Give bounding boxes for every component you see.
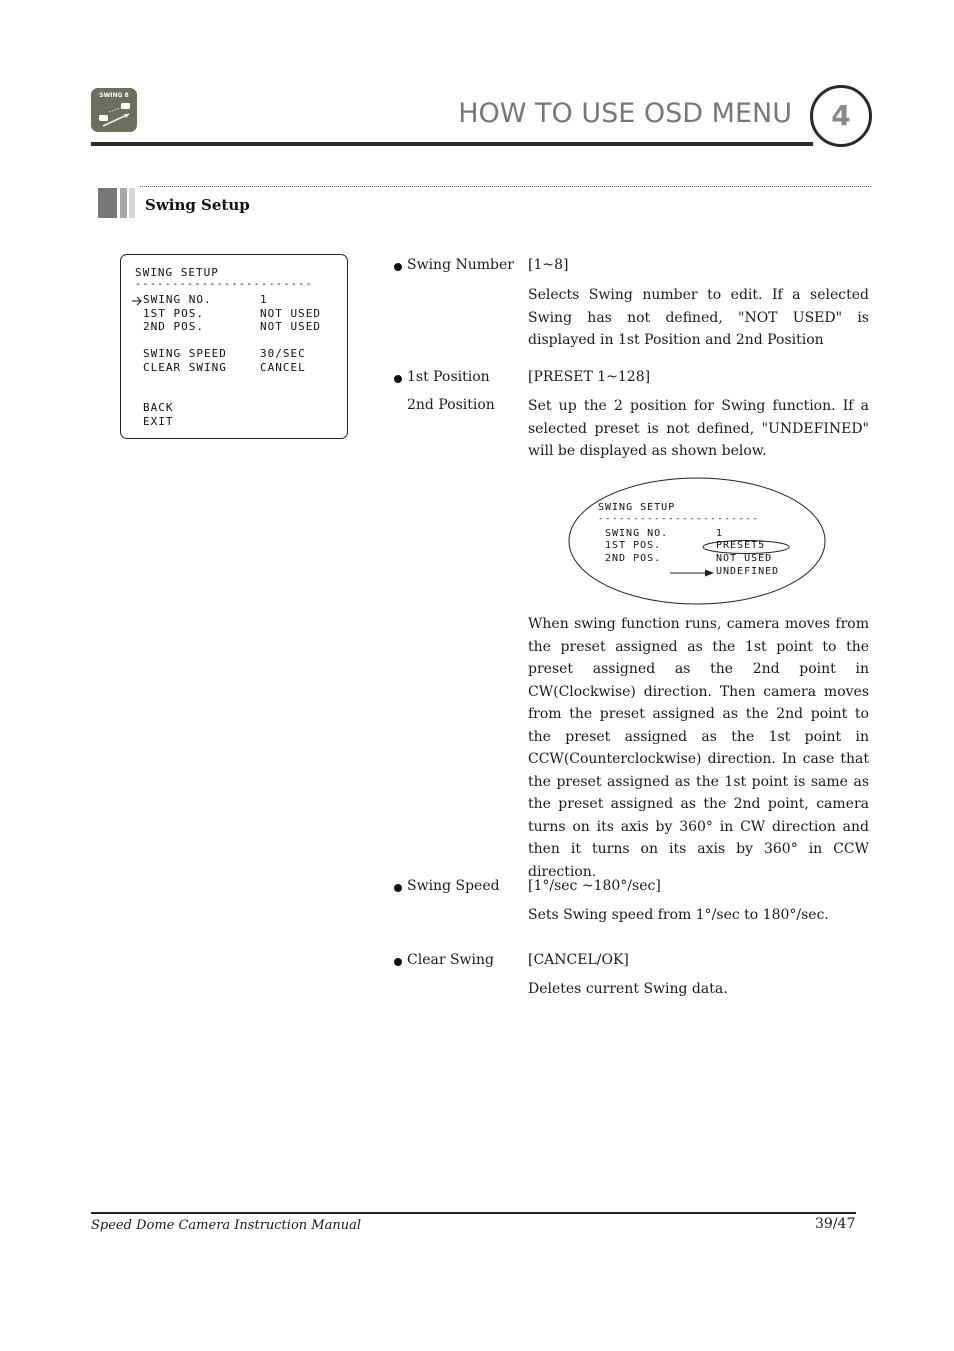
example-row-label: 2ND POS.: [605, 553, 662, 564]
example-note: UNDEFINED: [716, 566, 780, 577]
osd-row-label: 1ST POS.: [143, 307, 204, 320]
item-description: Set up the 2 position for Swing function. If a selected preset is not defined, "UNDEFINED" will be displayed as shown below.: [528, 398, 869, 459]
example-title: SWING SETUP: [598, 502, 676, 513]
item-description: Sets Swing speed from 1°/sec to 180°/sec.: [528, 907, 829, 923]
osd-row-label: BACK: [143, 401, 174, 414]
item-range: [PRESET 1~128]: [528, 369, 651, 385]
item-label: Clear Swing: [407, 952, 494, 968]
chapter-number: 4: [810, 85, 872, 147]
section-marker: [98, 188, 138, 218]
example-row-value: PRESET5: [716, 540, 766, 551]
item-label: Swing Number: [407, 257, 514, 273]
swing-icon: [91, 88, 137, 132]
item-range: [1°/sec ~180°/sec]: [528, 878, 661, 894]
bullet-icon: [394, 958, 402, 966]
section-divider: [140, 186, 871, 187]
bullet-icon: [394, 263, 402, 271]
osd-title: SWING SETUP: [135, 266, 219, 279]
page-title: HOW TO USE OSD MENU: [458, 98, 792, 129]
bullet-icon: [394, 884, 402, 892]
example-osd: [567, 476, 827, 606]
page-number: 39/47: [815, 1216, 856, 1232]
example-row-label: 1ST POS.: [605, 540, 662, 551]
section-title: Swing Setup: [145, 196, 250, 214]
bullet-icon: [394, 375, 402, 383]
osd-menu-screen: [120, 254, 348, 439]
item-label: 1st Position: [407, 369, 490, 385]
osd-row-value: CANCEL: [260, 361, 306, 374]
item-description: Deletes current Swing data.: [528, 981, 728, 997]
footer-rule: [91, 1212, 856, 1214]
chapter-logo: [91, 88, 137, 132]
example-row-value: 1: [716, 528, 724, 539]
example-row-value: NOT USED: [716, 553, 773, 564]
manual-title: Speed Dome Camera Instruction Manual: [91, 1218, 361, 1233]
osd-divider: ------------------------: [135, 279, 314, 290]
item-label: 2nd Position: [407, 397, 495, 413]
item-description: When swing function runs, camera moves from the preset assigned as the 1st point to the preset assigned as the 2nd point in CW(Clockwise) direction. Then camera moves from the preset assigned as the 2nd point to the preset assigned as the 1st point in CCW(Counterclockwise) direction. In case that the preset assigned as the 1st point is same as the preset assigned as the 2nd point, camera turns on its axis by 360° in CW direction and then it turns on its axis by 360° in CCW direction.: [528, 616, 869, 880]
osd-row-value: NOT USED: [260, 307, 321, 320]
osd-row-label: 2ND POS.: [143, 320, 204, 333]
osd-row-value: 1: [260, 293, 268, 306]
example-divider: -----------------------: [598, 514, 760, 524]
osd-row-label: SWING NO.: [143, 293, 212, 306]
osd-row-label: SWING SPEED: [143, 347, 227, 360]
osd-row-value: 30/SEC: [260, 347, 306, 360]
logo-text: SWING 8: [99, 92, 129, 99]
item-description: Selects Swing number to edit. If a selected Swing has not defined, "NOT USED" is displayed in 1st Position and 2nd Position: [528, 287, 869, 348]
selection-arrow-icon: [131, 296, 143, 306]
example-row-label: SWING NO.: [605, 528, 669, 539]
osd-row-label: EXIT: [143, 415, 174, 428]
osd-row-value: NOT USED: [260, 320, 321, 333]
header-rule: [91, 142, 813, 146]
item-range: [CANCEL/OK]: [528, 952, 629, 968]
osd-row-label: CLEAR SWING: [143, 361, 227, 374]
item-label: Swing Speed: [407, 878, 500, 894]
item-range: [1~8]: [528, 257, 569, 273]
